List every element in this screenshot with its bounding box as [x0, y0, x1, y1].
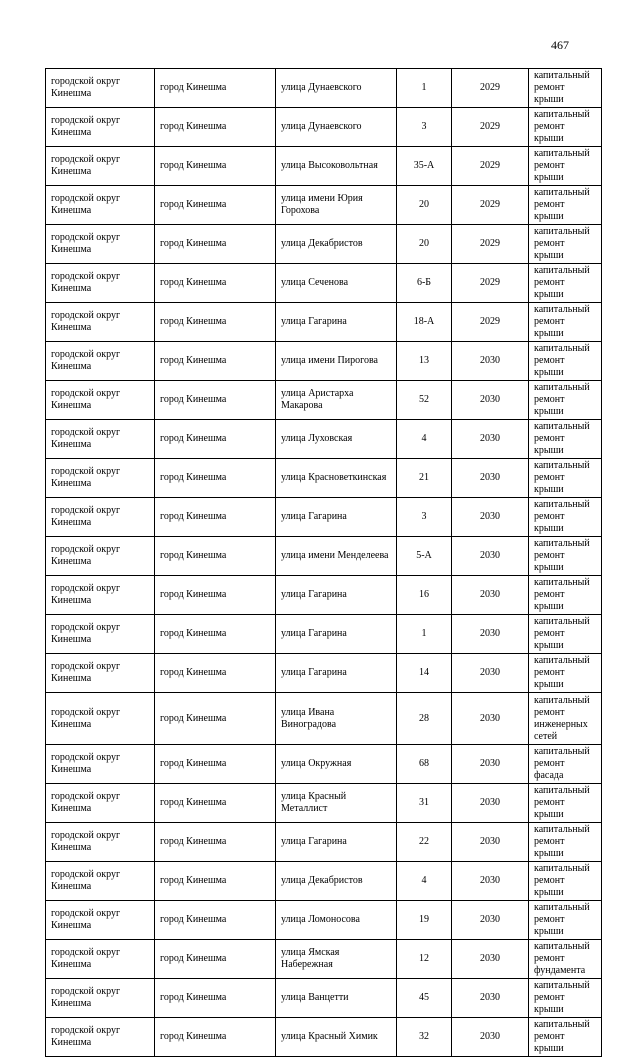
- house-number-cell: 1: [397, 615, 452, 654]
- table-row: [46, 381, 602, 420]
- house-number-cell: 6-Б: [397, 264, 452, 303]
- street-cell: улица Ломоносова: [276, 901, 397, 940]
- year-cell: 2030: [452, 901, 529, 940]
- year-cell: 2030: [452, 459, 529, 498]
- table-row: [46, 264, 602, 303]
- work-type-cell: капитальный ремонт крыши: [529, 303, 602, 342]
- city-cell: город Кинешма: [155, 342, 276, 381]
- table-row: [46, 1018, 602, 1057]
- work-type-cell: капитальный ремонт крыши: [529, 381, 602, 420]
- work-type-cell: капитальный ремонт крыши: [529, 420, 602, 459]
- street-cell: улица Гагарина: [276, 654, 397, 693]
- district-cell: городской округ Кинешма: [46, 420, 155, 459]
- work-type-cell: капитальный ремонт крыши: [529, 342, 602, 381]
- street-cell: улица Ванцетти: [276, 979, 397, 1018]
- year-cell: 2029: [452, 147, 529, 186]
- year-cell: 2029: [452, 69, 529, 108]
- work-type-cell: капитальный ремонт крыши: [529, 225, 602, 264]
- table-row: [46, 186, 602, 225]
- work-type-cell: капитальный ремонт крыши: [529, 654, 602, 693]
- district-cell: городской округ Кинешма: [46, 1018, 155, 1057]
- table-row: [46, 784, 602, 823]
- house-number-cell: 20: [397, 225, 452, 264]
- district-cell: городской округ Кинешма: [46, 615, 155, 654]
- table-row: [46, 420, 602, 459]
- house-number-cell: 18-А: [397, 303, 452, 342]
- street-cell: улица Красный Химик: [276, 1018, 397, 1057]
- table-row: [46, 862, 602, 901]
- city-cell: город Кинешма: [155, 901, 276, 940]
- city-cell: город Кинешма: [155, 862, 276, 901]
- city-cell: город Кинешма: [155, 459, 276, 498]
- district-cell: городской округ Кинешма: [46, 147, 155, 186]
- city-cell: город Кинешма: [155, 940, 276, 979]
- district-cell: городской округ Кинешма: [46, 940, 155, 979]
- street-cell: улица Ивана Виноградова: [276, 693, 397, 745]
- house-number-cell: 52: [397, 381, 452, 420]
- district-cell: городской округ Кинешма: [46, 264, 155, 303]
- work-type-cell: капитальный ремонт крыши: [529, 862, 602, 901]
- street-cell: улица Окружная: [276, 745, 397, 784]
- house-number-cell: 12: [397, 940, 452, 979]
- year-cell: 2029: [452, 303, 529, 342]
- city-cell: город Кинешма: [155, 784, 276, 823]
- house-number-cell: 3: [397, 108, 452, 147]
- city-cell: город Кинешма: [155, 1018, 276, 1057]
- work-type-cell: капитальный ремонт крыши: [529, 459, 602, 498]
- city-cell: город Кинешма: [155, 381, 276, 420]
- district-cell: городской округ Кинешма: [46, 69, 155, 108]
- district-cell: городской округ Кинешма: [46, 186, 155, 225]
- district-cell: городской округ Кинешма: [46, 823, 155, 862]
- house-number-cell: 32: [397, 1018, 452, 1057]
- street-cell: улица Аристарха Макарова: [276, 381, 397, 420]
- work-type-cell: капитальный ремонт крыши: [529, 69, 602, 108]
- city-cell: город Кинешма: [155, 537, 276, 576]
- year-cell: 2030: [452, 498, 529, 537]
- year-cell: 2030: [452, 537, 529, 576]
- district-cell: городской округ Кинешма: [46, 498, 155, 537]
- house-number-cell: 4: [397, 420, 452, 459]
- year-cell: 2030: [452, 979, 529, 1018]
- house-number-cell: 68: [397, 745, 452, 784]
- city-cell: город Кинешма: [155, 979, 276, 1018]
- year-cell: 2030: [452, 940, 529, 979]
- year-cell: 2030: [452, 693, 529, 745]
- work-type-cell: капитальный ремонт крыши: [529, 537, 602, 576]
- year-cell: 2030: [452, 823, 529, 862]
- page-number: 467: [551, 38, 569, 52]
- street-cell: улица Луховская: [276, 420, 397, 459]
- table-row: [46, 225, 602, 264]
- house-number-cell: 21: [397, 459, 452, 498]
- table-row: [46, 108, 602, 147]
- city-cell: город Кинешма: [155, 225, 276, 264]
- year-cell: 2030: [452, 342, 529, 381]
- district-cell: городской округ Кинешма: [46, 576, 155, 615]
- street-cell: улица Красноветкинская: [276, 459, 397, 498]
- street-cell: улица Дунаевского: [276, 108, 397, 147]
- year-cell: 2030: [452, 654, 529, 693]
- street-cell: улица Гагарина: [276, 615, 397, 654]
- year-cell: 2030: [452, 1018, 529, 1057]
- city-cell: город Кинешма: [155, 498, 276, 537]
- house-number-cell: 45: [397, 979, 452, 1018]
- table-row: [46, 940, 602, 979]
- table-row: [46, 537, 602, 576]
- street-cell: улица Декабристов: [276, 862, 397, 901]
- work-type-cell: капитальный ремонт крыши: [529, 901, 602, 940]
- table-row: [46, 498, 602, 537]
- year-cell: 2029: [452, 264, 529, 303]
- year-cell: 2030: [452, 784, 529, 823]
- year-cell: 2030: [452, 576, 529, 615]
- street-cell: улица имени Юрия Горохова: [276, 186, 397, 225]
- table-row: [46, 901, 602, 940]
- street-cell: улица Гагарина: [276, 576, 397, 615]
- house-number-cell: 14: [397, 654, 452, 693]
- work-type-cell: капитальный ремонт фасада: [529, 745, 602, 784]
- district-cell: городской округ Кинешма: [46, 537, 155, 576]
- district-cell: городской округ Кинешма: [46, 381, 155, 420]
- table-row: [46, 615, 602, 654]
- house-number-cell: 16: [397, 576, 452, 615]
- table-row: [46, 654, 602, 693]
- district-cell: городской округ Кинешма: [46, 979, 155, 1018]
- year-cell: 2030: [452, 381, 529, 420]
- work-type-cell: капитальный ремонт крыши: [529, 823, 602, 862]
- work-type-cell: капитальный ремонт крыши: [529, 108, 602, 147]
- city-cell: город Кинешма: [155, 576, 276, 615]
- house-number-cell: 28: [397, 693, 452, 745]
- street-cell: улица Красный Металлист: [276, 784, 397, 823]
- year-cell: 2030: [452, 745, 529, 784]
- city-cell: город Кинешма: [155, 615, 276, 654]
- district-cell: городской округ Кинешма: [46, 108, 155, 147]
- work-type-cell: капитальный ремонт инженерных сетей: [529, 693, 602, 745]
- district-cell: городской округ Кинешма: [46, 303, 155, 342]
- district-cell: городской округ Кинешма: [46, 654, 155, 693]
- city-cell: город Кинешма: [155, 69, 276, 108]
- year-cell: 2030: [452, 862, 529, 901]
- table-row: [46, 823, 602, 862]
- work-type-cell: капитальный ремонт крыши: [529, 498, 602, 537]
- district-cell: городской округ Кинешма: [46, 784, 155, 823]
- street-cell: улица имени Менделеева: [276, 537, 397, 576]
- work-type-cell: капитальный ремонт крыши: [529, 615, 602, 654]
- house-number-cell: 5-А: [397, 537, 452, 576]
- district-cell: городской округ Кинешма: [46, 225, 155, 264]
- district-cell: городской округ Кинешма: [46, 342, 155, 381]
- table-row: [46, 693, 602, 745]
- house-number-cell: 35-А: [397, 147, 452, 186]
- table-row: [46, 745, 602, 784]
- city-cell: город Кинешма: [155, 693, 276, 745]
- table-row: [46, 303, 602, 342]
- district-cell: городской округ Кинешма: [46, 459, 155, 498]
- work-type-cell: капитальный ремонт крыши: [529, 264, 602, 303]
- street-cell: улица Высоковольтная: [276, 147, 397, 186]
- street-cell: улица Декабристов: [276, 225, 397, 264]
- street-cell: улица Сеченова: [276, 264, 397, 303]
- city-cell: город Кинешма: [155, 654, 276, 693]
- work-type-cell: капитальный ремонт крыши: [529, 186, 602, 225]
- house-number-cell: 4: [397, 862, 452, 901]
- street-cell: улица Ямская Набережная: [276, 940, 397, 979]
- year-cell: 2029: [452, 108, 529, 147]
- house-number-cell: 1: [397, 69, 452, 108]
- work-type-cell: капитальный ремонт крыши: [529, 784, 602, 823]
- table-body: [46, 69, 602, 1057]
- street-cell: улица Дунаевского: [276, 69, 397, 108]
- year-cell: 2030: [452, 615, 529, 654]
- year-cell: 2029: [452, 186, 529, 225]
- house-number-cell: 20: [397, 186, 452, 225]
- work-type-cell: капитальный ремонт крыши: [529, 1018, 602, 1057]
- table-row: [46, 979, 602, 1018]
- year-cell: 2030: [452, 420, 529, 459]
- house-number-cell: 3: [397, 498, 452, 537]
- repair-schedule-table: [45, 68, 602, 1057]
- city-cell: город Кинешма: [155, 186, 276, 225]
- city-cell: город Кинешма: [155, 823, 276, 862]
- street-cell: улица Гагарина: [276, 303, 397, 342]
- house-number-cell: 22: [397, 823, 452, 862]
- house-number-cell: 31: [397, 784, 452, 823]
- city-cell: город Кинешма: [155, 108, 276, 147]
- district-cell: городской округ Кинешма: [46, 862, 155, 901]
- work-type-cell: капитальный ремонт крыши: [529, 979, 602, 1018]
- table-row: [46, 342, 602, 381]
- work-type-cell: капитальный ремонт крыши: [529, 576, 602, 615]
- district-cell: городской округ Кинешма: [46, 693, 155, 745]
- house-number-cell: 13: [397, 342, 452, 381]
- work-type-cell: капитальный ремонт фундамента: [529, 940, 602, 979]
- street-cell: улица Гагарина: [276, 498, 397, 537]
- city-cell: город Кинешма: [155, 745, 276, 784]
- year-cell: 2029: [452, 225, 529, 264]
- street-cell: улица имени Пирогова: [276, 342, 397, 381]
- table-row: [46, 147, 602, 186]
- city-cell: город Кинешма: [155, 420, 276, 459]
- district-cell: городской округ Кинешма: [46, 745, 155, 784]
- table-row: [46, 459, 602, 498]
- table-row: [46, 69, 602, 108]
- city-cell: город Кинешма: [155, 303, 276, 342]
- district-cell: городской округ Кинешма: [46, 901, 155, 940]
- table-row: [46, 576, 602, 615]
- house-number-cell: 19: [397, 901, 452, 940]
- street-cell: улица Гагарина: [276, 823, 397, 862]
- city-cell: город Кинешма: [155, 264, 276, 303]
- work-type-cell: капитальный ремонт крыши: [529, 147, 602, 186]
- city-cell: город Кинешма: [155, 147, 276, 186]
